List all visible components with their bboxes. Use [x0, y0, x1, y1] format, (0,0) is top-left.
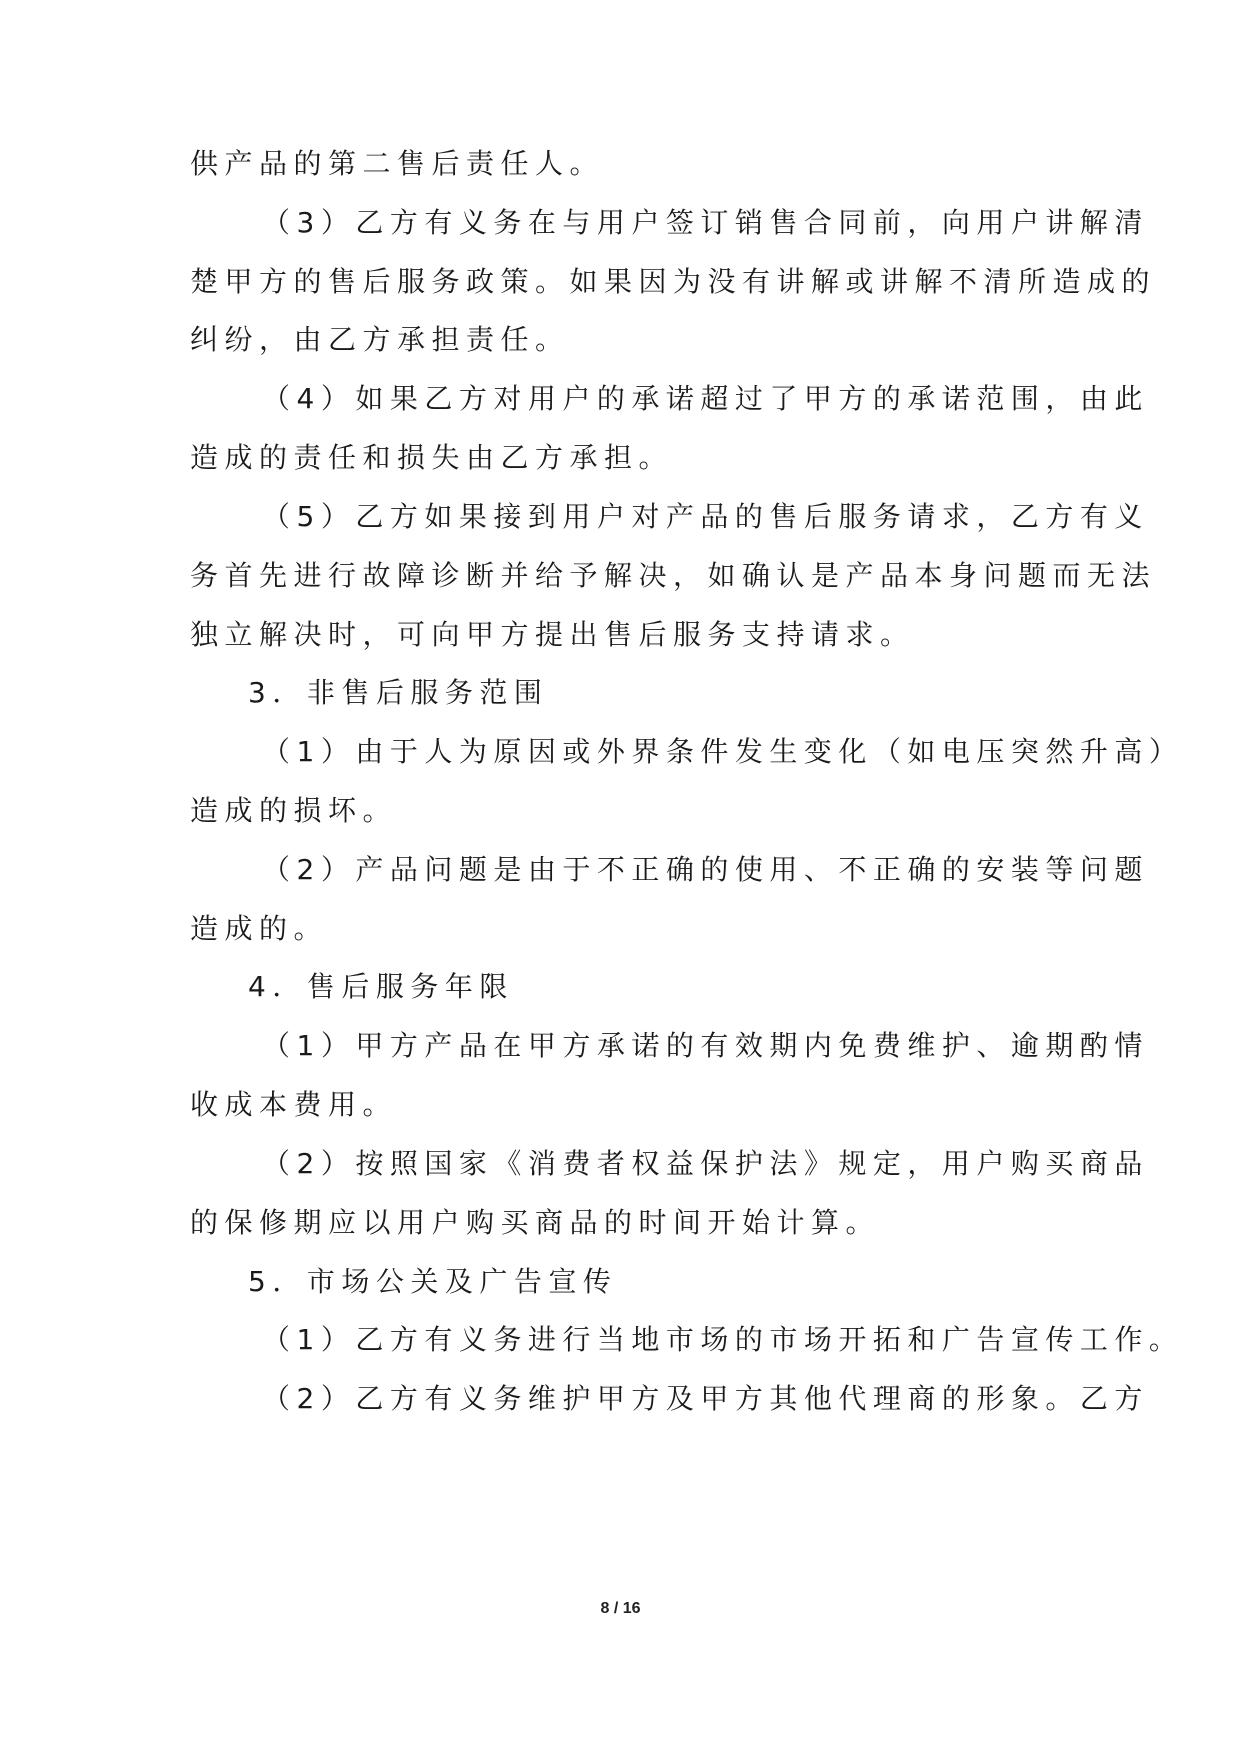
page-number: 8 / 16 [600, 1600, 641, 1617]
text-line: （1）乙方有义务进行当地市场的市场开拓和广告宣传工作。 [262, 1323, 1184, 1356]
section-heading: 4．售后服务年限 [248, 970, 514, 1003]
text-line: 独立解决时，可向甲方提出售后服务支持请求。 [190, 618, 915, 651]
text-line: 纠纷，由乙方承担责任。 [190, 323, 570, 356]
text-line: （2）乙方有义务维护甲方及甲方其他代理商的形象。乙方 [262, 1382, 1149, 1415]
text-line: 的保修期应以用户购买商品的时间开始计算。 [190, 1206, 881, 1239]
text-line: （1）甲方产品在甲方承诺的有效期内免费维护、逾期酌情 [262, 1029, 1149, 1062]
text-line: 务首先进行故障诊断并给予解决，如确认是产品本身问题而无法 [190, 559, 1157, 592]
text-line: 收成本费用。 [190, 1088, 398, 1121]
text-line: （1）由于人为原因或外界条件发生变化（如电压突然升高） [262, 735, 1184, 768]
section-heading: 3．非售后服务范围 [248, 676, 549, 709]
text-line: （4）如果乙方对用户的承诺超过了甲方的承诺范围，由此 [262, 382, 1149, 415]
text-line: 造成的损坏。 [190, 794, 398, 827]
section-heading: 5．市场公关及广告宣传 [248, 1265, 618, 1298]
text-line: （5）乙方如果接到用户对产品的售后服务请求，乙方有义 [262, 500, 1149, 533]
text-line: 造成的责任和损失由乙方承担。 [190, 441, 674, 474]
text-line: 供产品的第二售后责任人。 [190, 147, 605, 180]
text-line: 造成的。 [190, 912, 329, 945]
text-line: （2）按照国家《消费者权益保护法》规定，用户购买商品 [262, 1147, 1149, 1180]
text-line: （3）乙方有义务在与用户签订销售合同前，向用户讲解清 [262, 206, 1149, 239]
text-line: （2）产品问题是由于不正确的使用、不正确的安装等问题 [262, 853, 1149, 886]
text-line: 楚甲方的售后服务政策。如果因为没有讲解或讲解不清所造成的 [190, 265, 1157, 298]
